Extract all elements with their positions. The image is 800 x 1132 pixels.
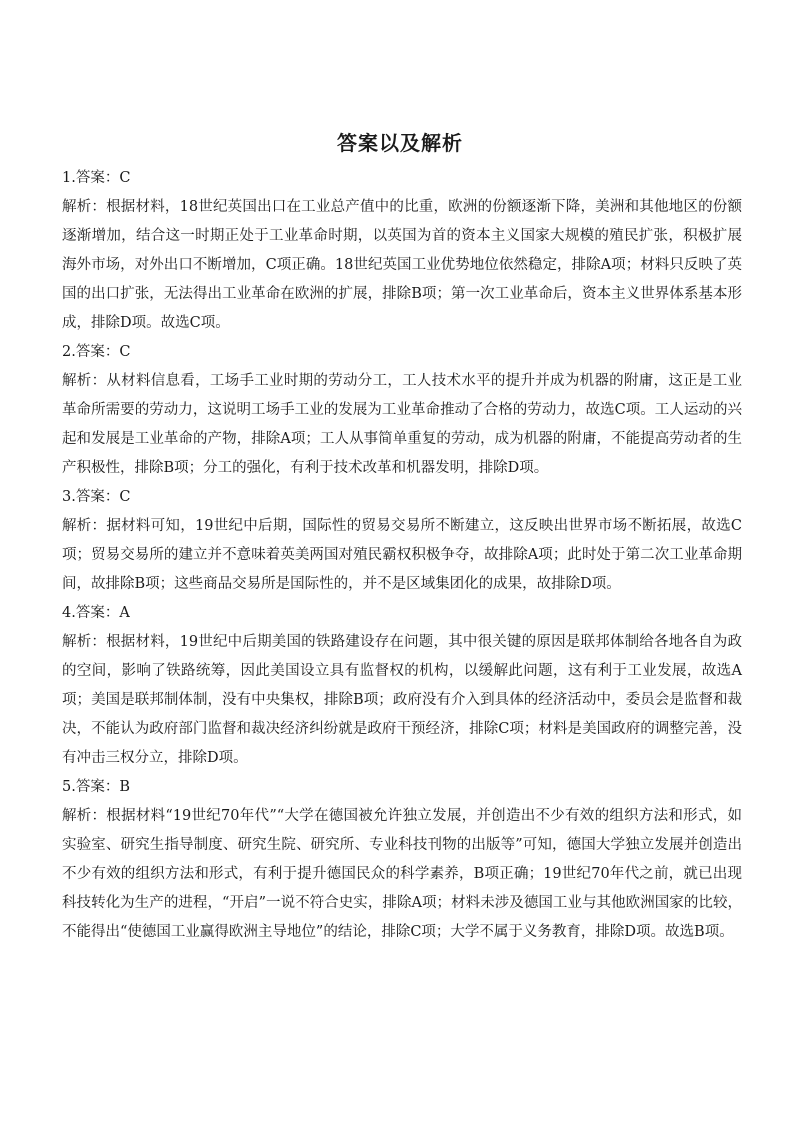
page-title: 答案以及解析	[337, 131, 463, 155]
answer-line: 4.答案：A	[62, 605, 130, 621]
analysis-paragraph: 解析：根据材料，19世纪中后期美国的铁路建设存在问题，其中很关键的原因是联邦体制给各地各自为政的空间，影响了铁路统筹，因此美国设立具有监督权的机构，以缓解此问题，这有利于工业发展，故选A项；美国是联邦制体制，没有中央集权，排除B项；政府没有介入到具体的经济活动中，委员会是监督和裁决，不能认为政府部门监督和裁决经济纠纷就是政府干预经济，排除C项；材料是美国政府的调整完善，没有冲击三权分立，排除D项。	[62, 634, 742, 766]
answer-line: 1.答案：C	[62, 170, 131, 186]
analysis-paragraph: 解析：根据材料，18世纪英国出口在工业总产值中的比重，欧洲的份额逐渐下降，美洲和其他地区的份额逐渐增加，结合这一时期正处于工业革命时期，以英国为首的资本主义国家大规模的殖民扩张，积极扩展海外市场，对外出口不断增加，C项正确。18世纪英国工业优势地位依然稳定，排除A项；材料只反映了英国的出口扩张，无法得出工业革命在欧洲的扩展，排除B项；第一次工业革命后，资本主义世界体系基本形成，排除D项。故选C项。	[62, 199, 742, 331]
answer-line: 3.答案：C	[62, 489, 131, 505]
answer-item-3	[62, 483, 742, 599]
analysis-paragraph: 解析：根据材料“19世纪70年代”“大学在德国被允许独立发展，并创造出不少有效的组织方法和形式，如实验室、研究生指导制度、研究生院、研究所、专业科技刊物的出版等”可知，德国大学独立发展并创造出不少有效的组织方法和形式，有利于提升德国民众的科学素养，B项正确；19世纪70年代之前，就已出现科技转化为生产的进程，“开启”一说不符合史实，排除A项；材料未涉及德国工业与其他欧洲国家的比较，不能得出“使德国工业赢得欧洲主导地位”的结论，排除C项；大学不属于义务教育，排除D项。故选B项。	[62, 808, 742, 940]
answer-item-5	[62, 773, 742, 947]
answer-line: 2.答案：C	[62, 344, 131, 360]
answer-line: 5.答案：B	[62, 779, 130, 795]
answer-item-1	[62, 164, 742, 338]
analysis-paragraph: 解析：从材料信息看，工场手工业时期的劳动分工，工人技术水平的提升并成为机器的附庸，这正是工业革命所需要的劳动力，这说明工场手工业的发展为工业革命推动了合格的劳动力，故选C项。工人运动的兴起和发展是工业革命的产物，排除A项；工人从事简单重复的劳动，成为机器的附庸，不能提高劳动者的生产积极性，排除B项；分工的强化，有利于技术改革和机器发明，排除D项。	[62, 373, 742, 476]
answer-list	[62, 164, 742, 947]
analysis-paragraph: 解析：据材料可知，19世纪中后期，国际性的贸易交易所不断建立，这反映出世界市场不断拓展，故选C项；贸易交易所的建立并不意味着英美两国对殖民霸权积极争夺，故排除A项；此时处于第二次工业革命期间，故排除B项；这些商品交易所是国际性的，并不是区域集团化的成果，故排除D项。	[62, 518, 742, 592]
answer-item-2	[62, 338, 742, 483]
answer-item-4	[62, 599, 742, 773]
